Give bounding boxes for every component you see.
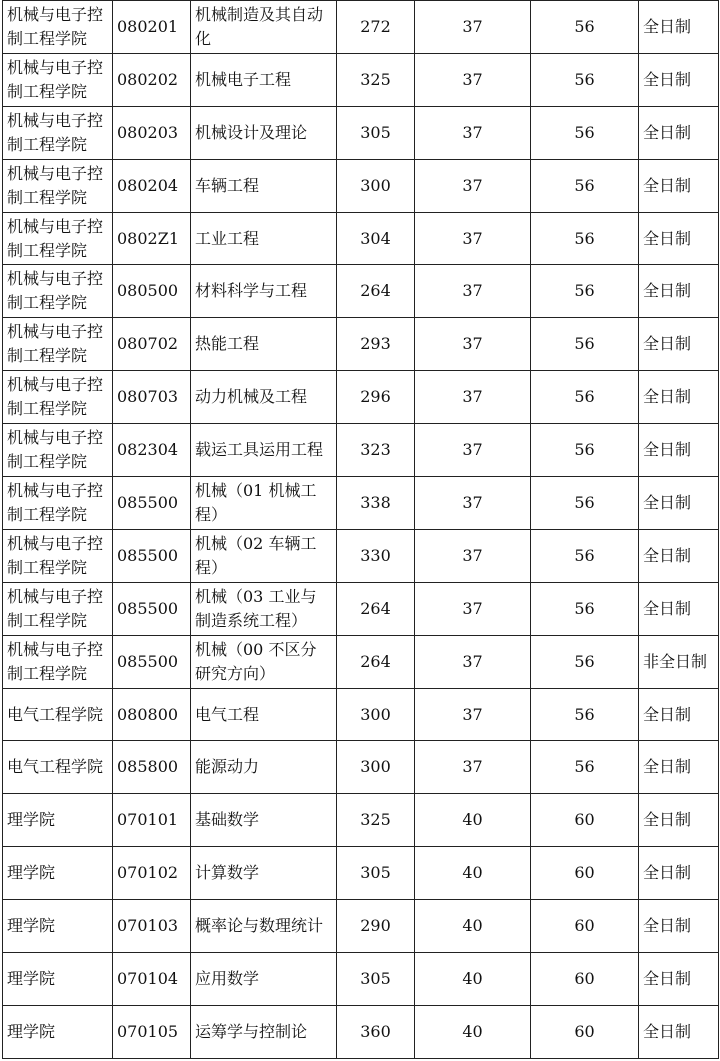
single-subject-score-cell: 37 — [415, 265, 531, 318]
study-mode-cell: 全日制 — [639, 900, 719, 953]
study-mode-cell: 全日制 — [639, 212, 719, 265]
table-row — [3, 106, 719, 159]
single-subject-score-2-cell: 56 — [531, 159, 639, 212]
table-row — [3, 53, 719, 106]
code-cell: 080203 — [113, 106, 191, 159]
single-subject-score-cell: 37 — [415, 318, 531, 371]
school-cell: 机械与电子控制工程学院 — [3, 106, 113, 159]
code-cell: 080201 — [113, 1, 191, 54]
single-subject-score-cell: 37 — [415, 582, 531, 635]
code-cell: 085800 — [113, 741, 191, 794]
major-cell: 机械（01 机械工程） — [191, 477, 337, 530]
study-mode-cell: 全日制 — [639, 847, 719, 900]
major-cell: 动力机械及工程 — [191, 371, 337, 424]
single-subject-score-cell: 37 — [415, 424, 531, 477]
table-row — [3, 477, 719, 530]
total-score-cell: 296 — [337, 371, 415, 424]
school-cell: 电气工程学院 — [3, 741, 113, 794]
major-cell: 基础数学 — [191, 794, 337, 847]
code-cell: 080204 — [113, 159, 191, 212]
table-row — [3, 1, 719, 54]
major-cell: 能源动力 — [191, 741, 337, 794]
major-cell: 概率论与数理统计 — [191, 900, 337, 953]
single-subject-score-2-cell: 56 — [531, 741, 639, 794]
school-cell: 机械与电子控制工程学院 — [3, 1, 113, 54]
code-cell: 085500 — [113, 477, 191, 530]
table-row — [3, 424, 719, 477]
single-subject-score-2-cell: 60 — [531, 794, 639, 847]
major-cell: 机械（03 工业与制造系统工程） — [191, 582, 337, 635]
school-cell: 机械与电子控制工程学院 — [3, 212, 113, 265]
single-subject-score-2-cell: 56 — [531, 318, 639, 371]
study-mode-cell: 全日制 — [639, 1005, 719, 1058]
single-subject-score-cell: 37 — [415, 477, 531, 530]
major-cell: 热能工程 — [191, 318, 337, 371]
score-table-body — [3, 1, 719, 1059]
table-row — [3, 212, 719, 265]
single-subject-score-2-cell: 56 — [531, 106, 639, 159]
major-cell: 机械电子工程 — [191, 53, 337, 106]
table-row — [3, 741, 719, 794]
total-score-cell: 300 — [337, 688, 415, 741]
major-cell: 机械（00 不区分研究方向） — [191, 635, 337, 688]
table-row — [3, 794, 719, 847]
study-mode-cell: 全日制 — [639, 318, 719, 371]
table-row — [3, 318, 719, 371]
study-mode-cell: 全日制 — [639, 53, 719, 106]
study-mode-cell: 全日制 — [639, 953, 719, 1006]
total-score-cell: 338 — [337, 477, 415, 530]
table-row — [3, 635, 719, 688]
total-score-cell: 360 — [337, 1005, 415, 1058]
code-cell: 070101 — [113, 794, 191, 847]
table-row — [3, 688, 719, 741]
single-subject-score-2-cell: 60 — [531, 900, 639, 953]
single-subject-score-cell: 37 — [415, 212, 531, 265]
school-cell: 理学院 — [3, 1005, 113, 1058]
single-subject-score-2-cell: 56 — [531, 212, 639, 265]
single-subject-score-2-cell: 60 — [531, 847, 639, 900]
total-score-cell: 305 — [337, 106, 415, 159]
single-subject-score-2-cell: 56 — [531, 635, 639, 688]
total-score-cell: 305 — [337, 953, 415, 1006]
major-cell: 工业工程 — [191, 212, 337, 265]
school-cell: 理学院 — [3, 900, 113, 953]
table-row — [3, 159, 719, 212]
code-cell: 080703 — [113, 371, 191, 424]
code-cell: 085500 — [113, 529, 191, 582]
single-subject-score-cell: 40 — [415, 794, 531, 847]
single-subject-score-cell: 37 — [415, 635, 531, 688]
single-subject-score-cell: 37 — [415, 53, 531, 106]
school-cell: 理学院 — [3, 847, 113, 900]
single-subject-score-2-cell: 60 — [531, 1005, 639, 1058]
school-cell: 机械与电子控制工程学院 — [3, 265, 113, 318]
single-subject-score-2-cell: 56 — [531, 265, 639, 318]
single-subject-score-cell: 37 — [415, 159, 531, 212]
major-cell: 机械（02 车辆工程） — [191, 529, 337, 582]
single-subject-score-cell: 37 — [415, 688, 531, 741]
major-cell: 车辆工程 — [191, 159, 337, 212]
code-cell: 080800 — [113, 688, 191, 741]
school-cell: 机械与电子控制工程学院 — [3, 371, 113, 424]
table-row — [3, 953, 719, 1006]
code-cell: 085500 — [113, 582, 191, 635]
total-score-cell: 293 — [337, 318, 415, 371]
single-subject-score-2-cell: 56 — [531, 477, 639, 530]
single-subject-score-2-cell: 56 — [531, 1, 639, 54]
single-subject-score-cell: 37 — [415, 741, 531, 794]
total-score-cell: 330 — [337, 529, 415, 582]
single-subject-score-cell: 40 — [415, 847, 531, 900]
major-cell: 机械制造及其自动化 — [191, 1, 337, 54]
total-score-cell: 264 — [337, 265, 415, 318]
school-cell: 机械与电子控制工程学院 — [3, 477, 113, 530]
total-score-cell: 300 — [337, 741, 415, 794]
code-cell: 0802Z1 — [113, 212, 191, 265]
code-cell: 080500 — [113, 265, 191, 318]
major-cell: 运筹学与控制论 — [191, 1005, 337, 1058]
study-mode-cell: 全日制 — [639, 477, 719, 530]
table-row — [3, 265, 719, 318]
single-subject-score-2-cell: 56 — [531, 529, 639, 582]
school-cell: 机械与电子控制工程学院 — [3, 582, 113, 635]
total-score-cell: 304 — [337, 212, 415, 265]
single-subject-score-cell: 40 — [415, 1005, 531, 1058]
single-subject-score-cell: 37 — [415, 1, 531, 54]
school-cell: 电气工程学院 — [3, 688, 113, 741]
table-row — [3, 900, 719, 953]
study-mode-cell: 全日制 — [639, 424, 719, 477]
major-cell: 材料科学与工程 — [191, 265, 337, 318]
study-mode-cell: 全日制 — [639, 159, 719, 212]
total-score-cell: 325 — [337, 53, 415, 106]
code-cell: 082304 — [113, 424, 191, 477]
school-cell: 机械与电子控制工程学院 — [3, 159, 113, 212]
total-score-cell: 290 — [337, 900, 415, 953]
major-cell: 应用数学 — [191, 953, 337, 1006]
total-score-cell: 325 — [337, 794, 415, 847]
table-row — [3, 371, 719, 424]
table-row — [3, 847, 719, 900]
table-row — [3, 582, 719, 635]
single-subject-score-2-cell: 56 — [531, 424, 639, 477]
single-subject-score-2-cell: 56 — [531, 371, 639, 424]
study-mode-cell: 非全日制 — [639, 635, 719, 688]
code-cell: 070103 — [113, 900, 191, 953]
school-cell: 机械与电子控制工程学院 — [3, 53, 113, 106]
code-cell: 070104 — [113, 953, 191, 1006]
study-mode-cell: 全日制 — [639, 529, 719, 582]
major-cell: 载运工具运用工程 — [191, 424, 337, 477]
single-subject-score-cell: 37 — [415, 371, 531, 424]
code-cell: 070105 — [113, 1005, 191, 1058]
single-subject-score-2-cell: 60 — [531, 953, 639, 1006]
school-cell: 理学院 — [3, 794, 113, 847]
total-score-cell: 272 — [337, 1, 415, 54]
study-mode-cell: 全日制 — [639, 741, 719, 794]
table-row — [3, 529, 719, 582]
study-mode-cell: 全日制 — [639, 106, 719, 159]
single-subject-score-cell: 37 — [415, 106, 531, 159]
single-subject-score-cell: 37 — [415, 529, 531, 582]
total-score-cell: 264 — [337, 635, 415, 688]
school-cell: 机械与电子控制工程学院 — [3, 635, 113, 688]
score-table — [2, 0, 719, 1059]
study-mode-cell: 全日制 — [639, 582, 719, 635]
major-cell: 电气工程 — [191, 688, 337, 741]
table-row — [3, 1005, 719, 1058]
major-cell: 计算数学 — [191, 847, 337, 900]
major-cell: 机械设计及理论 — [191, 106, 337, 159]
study-mode-cell: 全日制 — [639, 1, 719, 54]
total-score-cell: 323 — [337, 424, 415, 477]
single-subject-score-cell: 40 — [415, 953, 531, 1006]
study-mode-cell: 全日制 — [639, 688, 719, 741]
total-score-cell: 300 — [337, 159, 415, 212]
school-cell: 机械与电子控制工程学院 — [3, 424, 113, 477]
school-cell: 机械与电子控制工程学院 — [3, 529, 113, 582]
code-cell: 080202 — [113, 53, 191, 106]
code-cell: 070102 — [113, 847, 191, 900]
code-cell: 085500 — [113, 635, 191, 688]
single-subject-score-2-cell: 56 — [531, 688, 639, 741]
total-score-cell: 264 — [337, 582, 415, 635]
single-subject-score-2-cell: 56 — [531, 582, 639, 635]
study-mode-cell: 全日制 — [639, 794, 719, 847]
study-mode-cell: 全日制 — [639, 371, 719, 424]
total-score-cell: 305 — [337, 847, 415, 900]
code-cell: 080702 — [113, 318, 191, 371]
single-subject-score-cell: 40 — [415, 900, 531, 953]
study-mode-cell: 全日制 — [639, 265, 719, 318]
school-cell: 机械与电子控制工程学院 — [3, 318, 113, 371]
school-cell: 理学院 — [3, 953, 113, 1006]
single-subject-score-2-cell: 56 — [531, 53, 639, 106]
